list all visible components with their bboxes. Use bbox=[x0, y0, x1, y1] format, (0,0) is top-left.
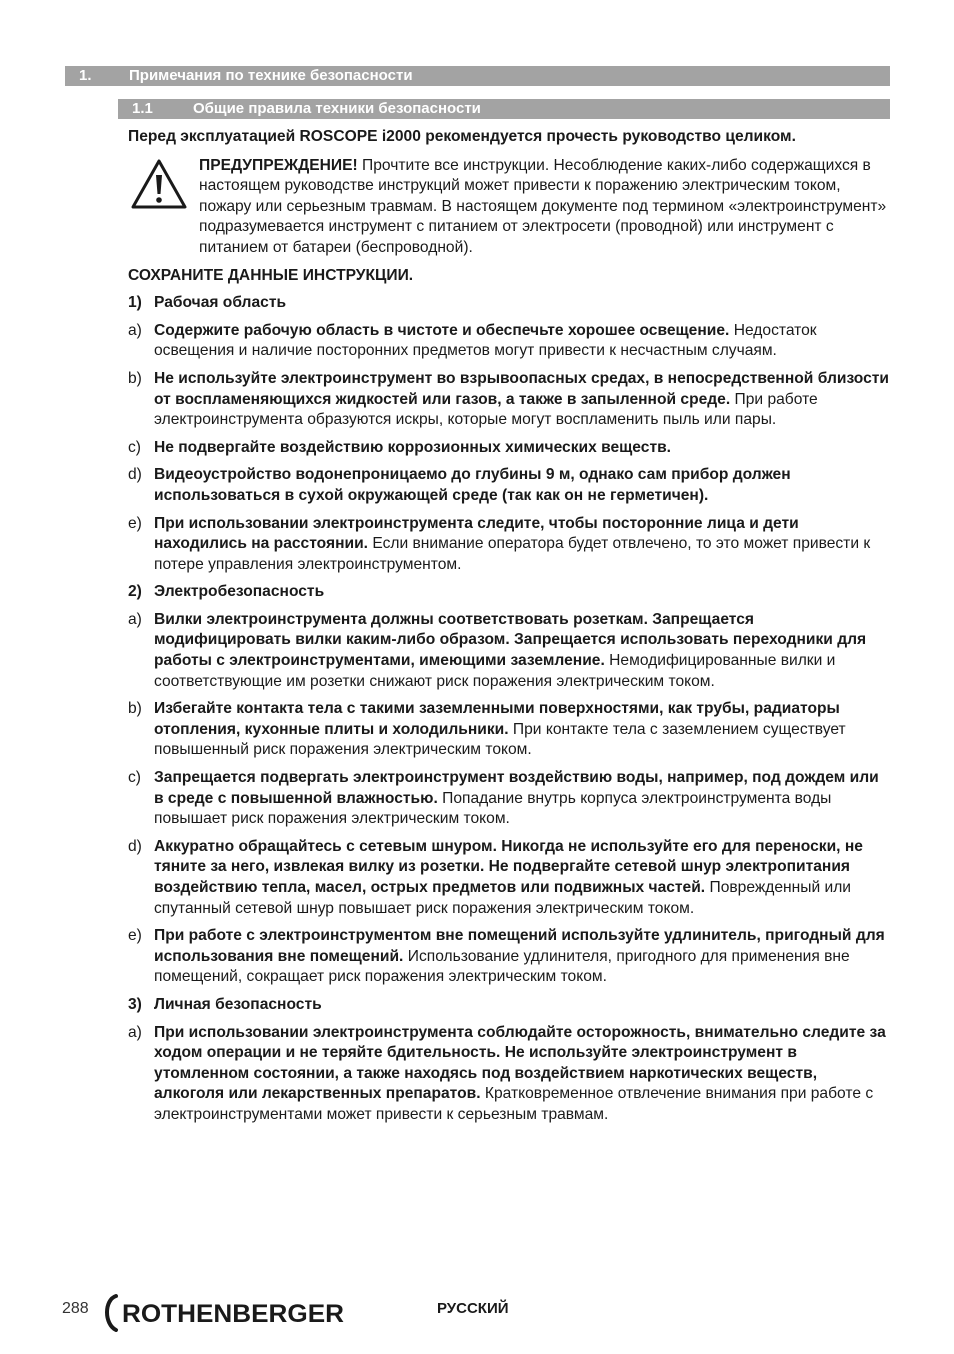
rule-text: Недостаток освещения и наличие посторонних предметов могут привести к несчастным случаям. bbox=[154, 321, 817, 360]
rule-label: a) bbox=[128, 1023, 142, 1041]
warning-lead: ПРЕДУПРЕЖДЕНИЕ! bbox=[199, 156, 358, 174]
group-label: 3) bbox=[128, 995, 142, 1013]
rule-bold-text: Видеоустройство водонепроницаемо до глубины 9 м, однако сам прибор должен использоваться в сухой окружающей среде (так как он не герметичен). bbox=[154, 466, 791, 504]
rule-bold-text: Не подвергайте воздействию коррозионных химических веществ. bbox=[154, 438, 672, 456]
rule-label: c) bbox=[128, 438, 141, 456]
warning-text: Прочтите все инструкции. Несоблюдение каких-либо содержащихся в настоящем руководстве инструкций может привести к поражению электрическим током, пожару или серьезным травмам. В настоящем документе под термином «электроинструмент» подразумевается инструмент с питанием от электросети (проводной) или инструмент с питанием от батареи (беспроводной). bbox=[199, 156, 887, 256]
svg-text:ROTHENBERGER: ROTHENBERGER bbox=[122, 1300, 344, 1328]
subsection-number: 1.1 bbox=[132, 100, 153, 117]
language-label: РУССКИЙ bbox=[437, 1300, 509, 1317]
section-number: 1. bbox=[79, 67, 92, 84]
group-title: Личная безопасность bbox=[154, 995, 322, 1013]
rule-text: Использование удлинителя, пригодного для применения вне помещений, сокращает риск поражения электрическим током. bbox=[154, 947, 850, 986]
rule-bold-text: Аккуратно обращайтесь с сетевым шнуром. Никогда не используйте его для переноски, не тяните за него, извлекая вилку из розетки. Не подвергайте сетевой шнур электропитания воздействию тепла, масел, острых предметов или подвижных частей. bbox=[154, 837, 863, 896]
rule-bold-text: При использовании электроинструмента следите, чтобы посторонние лица и дети находились на расстоянии. bbox=[154, 514, 799, 553]
rule-text: Попадание внутрь корпуса электроинструмента воды повышает риск поражения электрическим током. bbox=[154, 789, 832, 828]
rule-item bbox=[128, 321, 890, 362]
page-footer bbox=[0, 1292, 954, 1336]
rule-text: Поврежденный или спутанный сетевой шнур повышает риск поражения электрическим током. bbox=[154, 879, 852, 917]
rule-item bbox=[128, 837, 890, 919]
subsection-header bbox=[118, 99, 890, 119]
rule-label: d) bbox=[128, 837, 142, 855]
rule-label: a) bbox=[128, 610, 142, 628]
rule-groups bbox=[128, 293, 890, 1125]
rule-label: e) bbox=[128, 514, 142, 532]
rule-text: Немодифицированные вилки и соответствующие им розетки снижают риск поражения электрическим током. bbox=[154, 652, 836, 690]
rule-item bbox=[128, 1023, 890, 1126]
rule-item bbox=[128, 369, 890, 431]
rule-text: Если внимание оператора будет отвлечено, то это может привести к потере управления электроинструментом. bbox=[154, 535, 871, 573]
subsection-title: Общие правила техники безопасности bbox=[193, 100, 481, 117]
section-header bbox=[65, 66, 890, 86]
group-title: Рабочая область bbox=[154, 294, 287, 312]
rule-item bbox=[128, 438, 890, 459]
rule-bold-text: При работе с электроинструментом вне помещений используйте удлинитель, пригодный для использования вне помещений. bbox=[154, 927, 885, 965]
rule-label: c) bbox=[128, 769, 141, 787]
warning-block bbox=[128, 156, 890, 259]
page-number: 288 bbox=[62, 1300, 89, 1317]
warning-triangle-icon bbox=[130, 158, 188, 210]
group-heading bbox=[128, 995, 890, 1016]
rothenberger-logo bbox=[102, 1292, 352, 1332]
intro-text: Перед эксплуатацией ROSCOPE i2000 рекомендуется прочесть руководство целиком. bbox=[128, 128, 796, 145]
rule-text: Кратковременное отвлечение внимания при работе с электроинструментами может привести к серьезным травмам. bbox=[154, 1085, 874, 1123]
rule-bold-text: Содержите рабочую область в чистоте и обеспечьте хорошее освещение. bbox=[154, 321, 730, 339]
save-instructions: СОХРАНИТЕ ДАННЫЕ ИНСТРУКЦИИ. bbox=[128, 266, 414, 284]
rule-bold-text: Не используйте электроинструмент во взрывоопасных средах, в непосредственной близости от воспламеняющихся жидкостей или газов, а также в запыленной среде. bbox=[154, 369, 890, 408]
group-title: Электробезопасность bbox=[154, 583, 325, 601]
rule-item bbox=[128, 926, 890, 988]
group-label: 2) bbox=[128, 583, 142, 601]
group-heading bbox=[128, 293, 890, 314]
rule-text: При работе электроинструмента образуются искры, которые могут воспламенить пыль или пары. bbox=[154, 390, 818, 429]
rule-bold-text: Избегайте контакта тела с такими заземленными поверхностями, как трубы, радиаторы отопления, кухонные плиты и холодильники. bbox=[154, 700, 840, 738]
safety-content bbox=[128, 127, 890, 1133]
rule-item bbox=[128, 699, 890, 761]
rule-item bbox=[128, 768, 890, 830]
rule-bold-text: При использовании электроинструмента соблюдайте осторожность, внимательно следите за ходом операции и не теряйте бдительность. Не используйте электроинструмент в утомленном состоянии, а также находясь под воздействием наркотических веществ, алкоголя или лекарственных препаратов. bbox=[154, 1023, 886, 1103]
rule-label: a) bbox=[128, 321, 142, 339]
rule-item bbox=[128, 514, 890, 576]
rule-bold-text: Запрещается подвергать электроинструмент воздействию воды, например, под дождем или в среде с повышенной влажностью. bbox=[154, 769, 879, 807]
group-heading bbox=[128, 582, 890, 603]
rule-item bbox=[128, 610, 890, 692]
rule-label: b) bbox=[128, 700, 142, 718]
rule-label: e) bbox=[128, 927, 142, 945]
section-title: Примечания по технике безопасности bbox=[129, 67, 413, 84]
rule-item bbox=[128, 465, 890, 506]
rule-text: При контакте тела с заземлением существует повышенный риск поражения электрическим током. bbox=[154, 720, 846, 759]
group-label: 1) bbox=[128, 294, 142, 312]
rule-label: b) bbox=[128, 369, 142, 387]
rule-label: d) bbox=[128, 466, 142, 484]
rule-bold-text: Вилки электроинструмента должны соответствовать розеткам. Запрещается модифицировать вилки каким-либо образом. Запрещается использовать переходники для работы с электроинструментами, имеющими заземление. bbox=[154, 610, 867, 670]
